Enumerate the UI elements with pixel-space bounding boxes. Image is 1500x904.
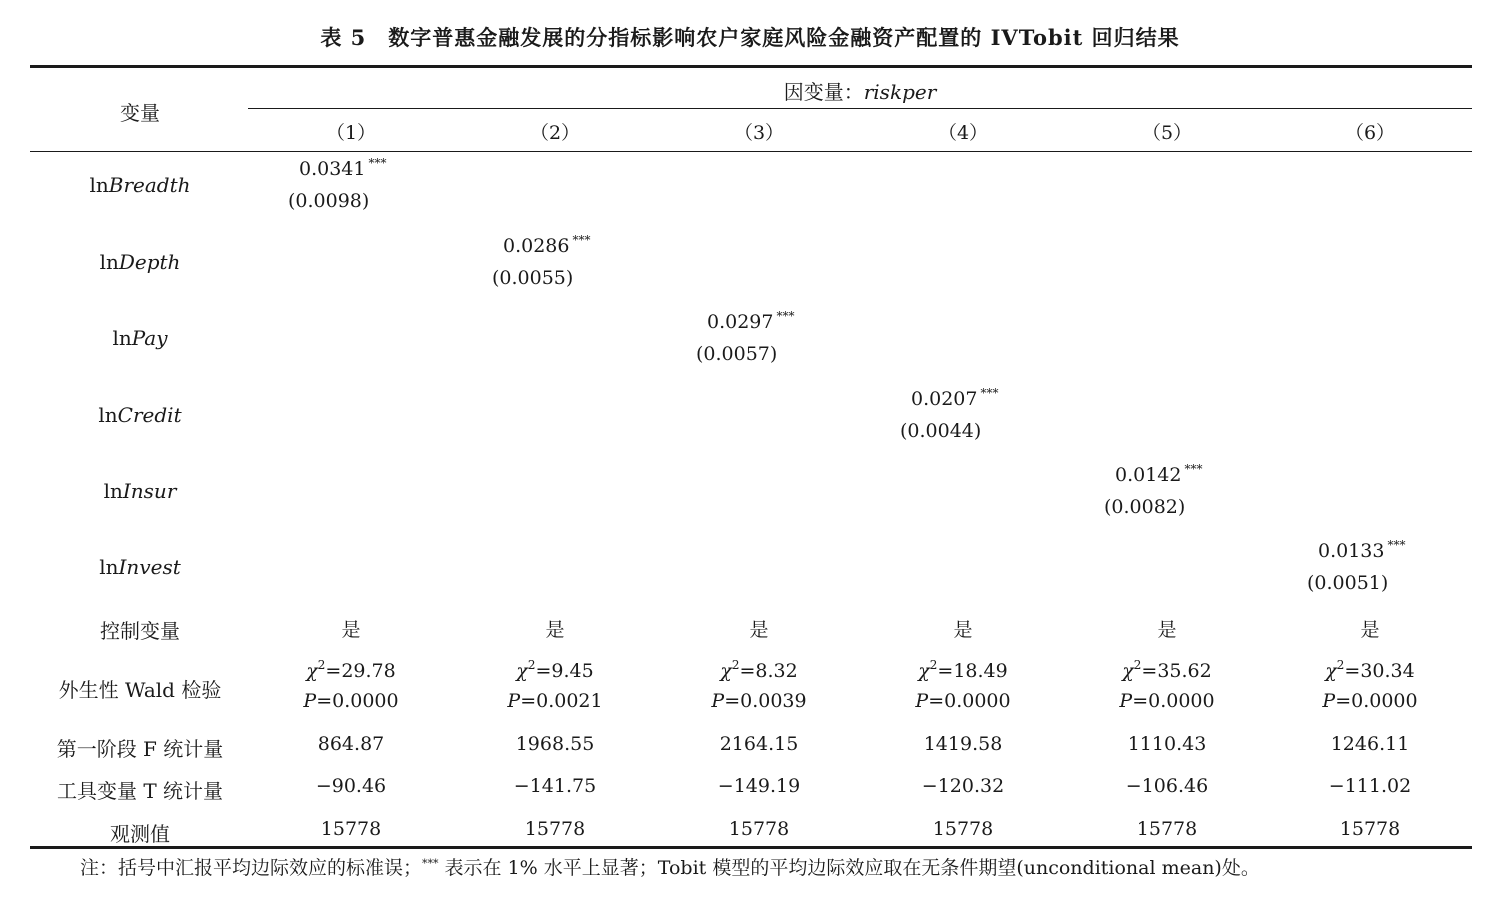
observations-value: 15778 [728, 818, 790, 840]
table-title: 表 5 数字普惠金融发展的分指标影响农户家庭风险金融资产配置的 IVTobit 回归结果 [320, 25, 1180, 50]
observations-label: 观测值 [110, 822, 170, 846]
wald-p-value: P=0.0000 [303, 690, 399, 712]
coefficient: 0.0133 *** [1318, 538, 1406, 562]
iv-t-value: −111.02 [1328, 775, 1412, 797]
iv-t-value: −106.46 [1125, 775, 1209, 797]
top-rule [30, 65, 1472, 68]
bottom-rule [30, 846, 1472, 849]
controls-value: 是 [749, 619, 769, 641]
variable-label: lnInsur [103, 479, 177, 503]
iv-t-value: −90.46 [315, 775, 387, 797]
iv-t-value: −141.75 [513, 775, 597, 797]
standard-error: (0.0057) [696, 343, 778, 365]
wald-chi2: $\chi^2=30.34$ [1325, 658, 1415, 682]
column-header: （4） [937, 122, 989, 144]
controls-value: 是 [953, 619, 973, 641]
column-header: （1） [325, 122, 377, 144]
controls-value: 是 [1360, 619, 1380, 641]
wald-p-value: P=0.0000 [1119, 690, 1215, 712]
wald-chi2: $\chi^2=35.62$ [1122, 658, 1212, 682]
variable-label: lnInvest [99, 555, 181, 579]
wald-p-value: P=0.0039 [711, 690, 807, 712]
coefficient: 0.0297 *** [707, 309, 795, 333]
column-header: （6） [1344, 122, 1396, 144]
wald-chi2: $\chi^2=8.32$ [720, 658, 798, 682]
first-stage-f-value: 1968.55 [515, 733, 595, 755]
first-stage-f-label: 第一阶段 F 统计量 [56, 737, 224, 761]
dependent-variable-header: 因变量：riskper [783, 80, 937, 104]
controls-value: 是 [545, 619, 565, 641]
controls-label: 控制变量 [100, 619, 180, 643]
wald-chi2: $\chi^2=18.49$ [918, 658, 1008, 682]
variable-label: lnBreadth [89, 173, 191, 197]
wald-chi2: $\chi^2=9.45$ [516, 658, 594, 682]
iv-t-value: −120.32 [921, 775, 1005, 797]
coefficient: 0.0142 *** [1115, 462, 1203, 486]
observations-value: 15778 [524, 818, 586, 840]
standard-error: (0.0082) [1104, 496, 1186, 518]
first-stage-f-value: 1246.11 [1330, 733, 1410, 755]
standard-error: (0.0051) [1307, 572, 1389, 594]
observations-value: 15778 [320, 818, 382, 840]
controls-value: 是 [341, 619, 361, 641]
first-stage-f-value: 1110.43 [1127, 733, 1207, 755]
coefficient: 0.0341 *** [299, 156, 387, 180]
standard-error: (0.0098) [288, 190, 370, 212]
first-stage-f-value: 1419.58 [923, 733, 1003, 755]
variable-label: lnDepth [99, 250, 181, 274]
wald-p-value: P=0.0021 [507, 690, 603, 712]
standard-error: (0.0055) [492, 267, 574, 289]
variable-label: lnPay [112, 326, 168, 350]
variable-header: 变量 [120, 101, 160, 125]
iv-t-value: −149.19 [717, 775, 801, 797]
column-header: （3） [733, 122, 785, 144]
observations-value: 15778 [1339, 818, 1401, 840]
column-header: （2） [529, 122, 581, 144]
column-header: （5） [1141, 122, 1193, 144]
wald-p-value: P=0.0000 [915, 690, 1011, 712]
header-bottom-rule [30, 151, 1472, 152]
first-stage-f-value: 2164.15 [719, 733, 799, 755]
observations-value: 15778 [1136, 818, 1198, 840]
header-sub-rule [248, 108, 1472, 109]
table-note: 注：括号中汇报平均边际效应的标准误；*** 表示在 1% 水平上显著；Tobit 模型的平均边际效应取在无条件期望(unconditional mean)处。 [80, 857, 1260, 879]
coefficient: 0.0207 *** [911, 386, 999, 410]
standard-error: (0.0044) [900, 420, 982, 442]
variable-label: lnCredit [98, 403, 182, 427]
wald-p-value: P=0.0000 [1322, 690, 1418, 712]
iv-t-label: 工具变量 T 统计量 [56, 779, 224, 803]
controls-value: 是 [1157, 619, 1177, 641]
first-stage-f-value: 864.87 [317, 733, 385, 755]
wald-chi2: $\chi^2=29.78$ [306, 658, 396, 682]
wald-test-label: 外生性 Wald 检验 [58, 678, 222, 702]
coefficient: 0.0286 *** [503, 233, 591, 257]
observations-value: 15778 [932, 818, 994, 840]
